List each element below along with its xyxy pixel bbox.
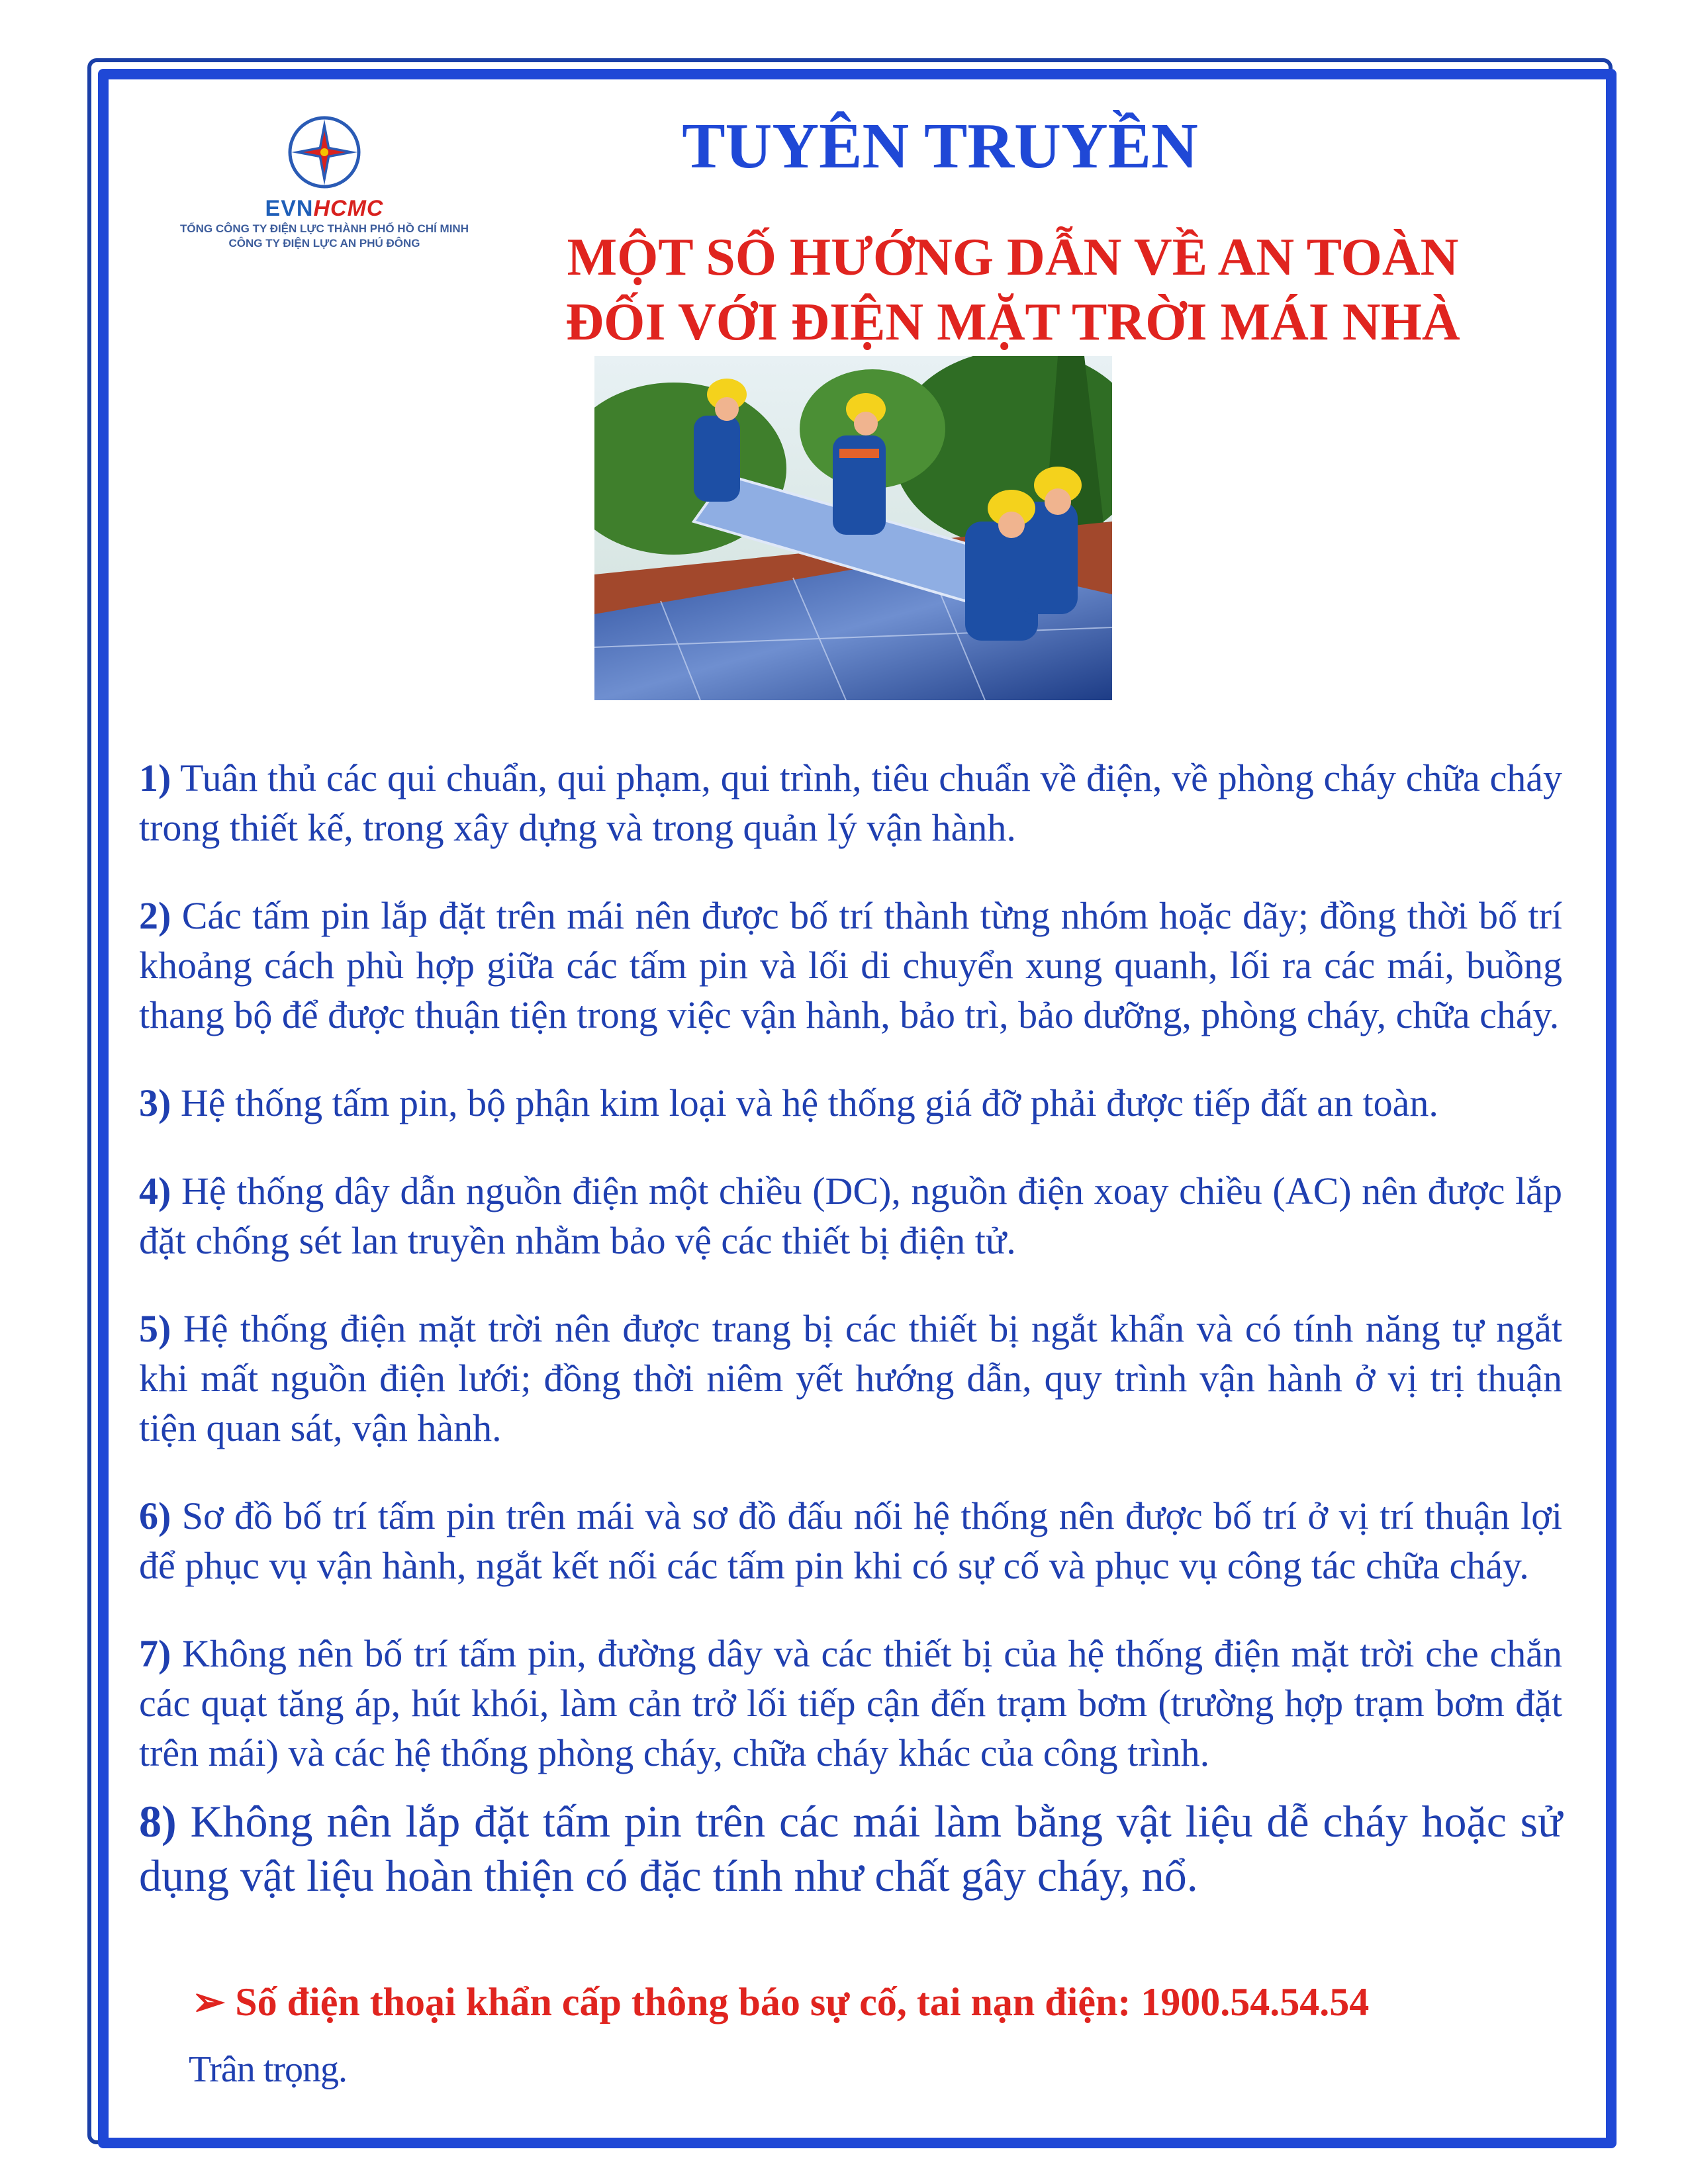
safety-guidelines-list <box>139 715 1562 1919</box>
guideline-item: 2) Các tấm pin lắp đặt trên mái nên được bố trí thành từng nhóm hoặc dãy; đồng thời bố trí khoảng cách phù hợp giữa các tấm pin và lối di chuyển xung quanh, lối ra các mái, buồng thang bộ để được thuận tiện trong việc vận hành, bảo trì, bảo dưỡng, phòng cháy, chữa cháy. <box>139 894 1562 1036</box>
company-logo <box>132 113 516 285</box>
subtitle-line-1: MỘT SỐ HƯỚNG DẪN VỀ AN TOÀN <box>567 228 1459 287</box>
guideline-item: 6) Sơ đồ bố trí tấm pin trên mái và sơ đồ đấu nối hệ thống nên được bố trí ở vị trí thuận lợi để phục vụ vận hành, ngắt kết nối các tấm pin khi có sự cố và phục vụ công tác chữa cháy. <box>139 1494 1563 1587</box>
guideline-item: 1) Tuân thủ các qui chuẩn, qui phạm, qui trình, tiêu chuẩn về điện, về phòng cháy chữa cháy trong thiết kế, trong xây dựng và trong quản lý vận hành. <box>139 756 1562 849</box>
page-subtitle <box>503 225 1523 355</box>
logo-company-line-2: CÔNG TY ĐIỆN LỰC AN PHÚ ĐÔNG <box>228 237 420 250</box>
logo-brand: EVNHCMC <box>265 196 384 221</box>
hotline-text: Số điện thoại khẩn cấp thông báo sự cố, tai nạn điện: 1900.54.54.54 <box>235 1980 1370 2024</box>
closing-text: Trân trọng. <box>189 2049 347 2090</box>
page-title: TUYÊN TRUYỀN <box>682 111 1198 182</box>
arrow-icon: ➢ <box>192 1980 226 2024</box>
guideline-item: 7) Không nên bố trí tấm pin, đường dây và các thiết bị của hệ thống điện mặt trời che chắn các quạt tăng áp, hút khói, làm cản trở lối tiếp cận đến trạm bơm (trường hợp trạm bơm đặt trên mái) và các hệ thống phòng cháy, chữa cháy khác của công trình. <box>139 1632 1563 1774</box>
emergency-hotline <box>192 1979 1582 2025</box>
evn-star-icon <box>285 113 364 192</box>
guideline-item: 3) Hệ thống tấm pin, bộ phận kim loại và hệ thống giá đỡ phải được tiếp đất an toàn. <box>139 1081 1438 1124</box>
subtitle-line-2: ĐỐI VỚI ĐIỆN MẶT TRỜI MÁI NHÀ <box>565 293 1460 351</box>
guideline-item: 4) Hệ thống dây dẫn nguồn điện một chiều (DC), nguồn điện xoay chiều (AC) nên được lắp đặt chống sét lan truyền nhằm bảo vệ các thiết bị điện tử. <box>139 1169 1563 1262</box>
guideline-item: 8) Không nên lắp đặt tấm pin trên các mái làm bằng vật liệu dễ cháy hoặc sử dụng vật liệu hoàn thiện có đặc tính như chất gây cháy, nổ. <box>139 1796 1562 1901</box>
logo-company-line-1: TỔNG CÔNG TY ĐIỆN LỰC THÀNH PHỐ HỒ CHÍ MINH <box>180 222 469 235</box>
guideline-item: 5) Hệ thống điện mặt trời nên được trang bị các thiết bị ngắt khẩn và có tính năng tự ngắt khi mất nguồn điện lưới; đồng thời niêm yết hướng dẫn, quy trình vận hành ở vị trị thuận tiện quan sát, vận hành. <box>139 1307 1563 1449</box>
solar-installation-photo <box>594 356 1112 700</box>
